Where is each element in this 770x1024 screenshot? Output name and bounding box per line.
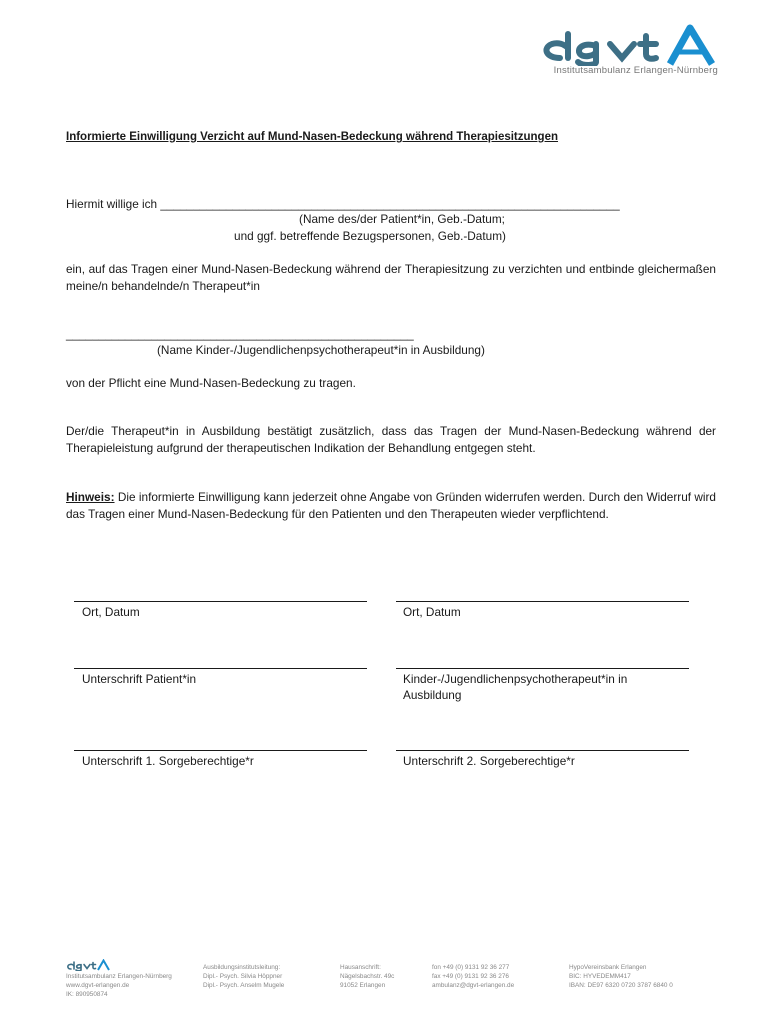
dgvt-logo <box>538 24 720 66</box>
footer-link-website[interactable]: www.dgvt-erlangen.de <box>66 982 130 989</box>
footer-text: Dipl.- Psych. Anselm Mugele <box>203 982 285 989</box>
signature-line-left-3[interactable] <box>74 750 367 751</box>
footer-text: Nägelsbachstr. 49c <box>340 973 395 980</box>
footer-col-management <box>203 963 284 990</box>
sig-label-right-2: Kinder-/Jugendlichenpsychotherapeut*in in Ausbildung <box>403 672 628 702</box>
hint-paragraph <box>66 489 716 523</box>
therapist-line: _____________________________________________________ <box>66 327 414 341</box>
paragraph-waiver: ein, auf das Tragen einer Mund-Nasen-Bedeckung während der Therapiesitzung zu verzichten und entbinde gleichermaßen meine/n behandelnde/n Therapeut*in <box>66 262 716 293</box>
footer-link-email[interactable]: ambulanz@dgvt-erlangen.de <box>432 982 515 989</box>
footer-col-institute <box>66 972 172 999</box>
footer-text: Ausbildungsinstitutsleitung: <box>203 964 281 971</box>
footer-col-address <box>340 963 394 990</box>
therapist-note: (Name Kinder-/Jugendlichenpsychotherapeut*in in Ausbildung) <box>157 343 485 357</box>
sig-label-right-3: Unterschrift 2. Sorgeberechtige*r <box>403 754 575 768</box>
paragraph-duty: von der Pflicht eine Mund-Nasen-Bedeckung zu tragen. <box>66 376 356 390</box>
signature-line-right-2[interactable] <box>396 668 689 669</box>
paragraph-confirmation: Der/die Therapeut*in in Ausbildung bestätigt zusätzlich, dass das Tragen der Mund-Nasen-Bedeckung während der Therapieleistung aufgrund der therapeutischen Indikation der Behandlung entgegen steht. <box>66 424 716 455</box>
patient-note-2: und ggf. betreffende Bezugspersonen, Geb.-Datum) <box>234 229 506 243</box>
signature-line-right-1[interactable] <box>396 601 689 602</box>
signature-line-right-3[interactable] <box>396 750 689 751</box>
footer-text: 91052 Erlangen <box>340 982 386 989</box>
footer-logo <box>66 959 110 971</box>
document-title: Informierte Einwilligung Verzicht auf Mund-Nasen-Bedeckung während Therapiesitzungen <box>66 131 559 143</box>
sig-label-left-2: Unterschrift Patient*in <box>82 672 197 686</box>
footer-text: Institutsambulanz Erlangen-Nürnberg <box>66 973 172 980</box>
patient-note-1: (Name des/der Patient*in, Geb.-Datum; <box>299 212 505 226</box>
footer-text: Dipl.- Psych. Silvia Höppner <box>203 973 283 980</box>
sig-label-left-3: Unterschrift 1. Sorgeberechtige*r <box>82 754 254 768</box>
footer-text: fax +49 (0) 9131 92 36 276 <box>432 973 509 980</box>
signature-line-left-2[interactable] <box>74 668 367 669</box>
sig-label-left-1: Ort, Datum <box>82 605 140 619</box>
consent-line: Hiermit willige ich ______________________________________________________________________ <box>66 197 620 211</box>
footer-text: IK: 890950874 <box>66 991 108 998</box>
hint-label: Hinweis: <box>66 490 115 504</box>
footer-text: BIC: HYVEDEMM417 <box>569 973 631 980</box>
footer-text: Hausanschrift: <box>340 964 381 971</box>
signature-line-left-1[interactable] <box>74 601 367 602</box>
footer-text: HypoVereinsbank Erlangen <box>569 964 647 971</box>
footer-text: fon +49 (0) 9131 92 36 277 <box>432 964 510 971</box>
footer-col-bank <box>569 963 673 990</box>
institute-subtitle: Institutsambulanz Erlangen-Nürnberg <box>553 65 718 76</box>
hint-text: Die informierte Einwilligung kann jederzeit ohne Angabe von Gründen widerrufen werden. Durch den Widerruf wird das Tragen einer Mund-Nasen-Bedeckung für den Patienten und den Therapeuten wieder verpflichtend. <box>66 490 716 521</box>
footer-col-contact <box>432 963 514 990</box>
sig-label-right-1: Ort, Datum <box>403 605 461 619</box>
footer-text: IBAN: DE97 6320 0720 3787 6840 0 <box>569 982 673 989</box>
